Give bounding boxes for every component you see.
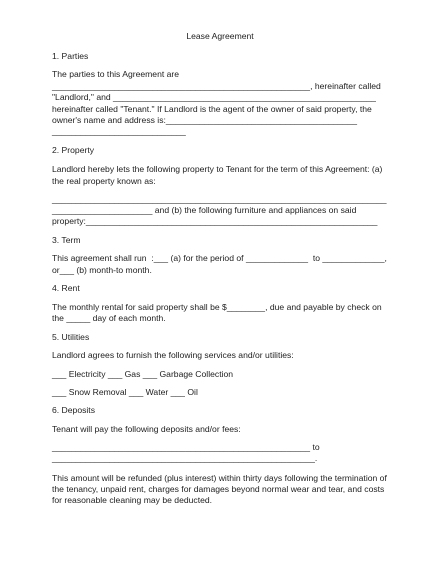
deposits-line-4: This amount will be refunded (plus interest) within thirty days following the termination of xyxy=(52,473,387,483)
section-heading-utilities: 5. Utilities xyxy=(52,332,90,342)
utilities-line-1: Landlord agrees to furnish the following services and/or utilities: xyxy=(52,350,294,360)
property-line-4: _____________________ and (b) the following furniture and appliances on said xyxy=(52,205,357,215)
parties-line-4: hereinafter called "Tenant." If Landlord is the agent of the owner of said property, the xyxy=(52,104,372,114)
section-heading-rent: 4. Rent xyxy=(52,283,80,293)
utilities-line-2: ___ Electricity ___ Gas ___ Garbage Collection xyxy=(52,369,234,379)
deposits-line-2: ______________________________________________________ to xyxy=(52,442,320,452)
section-heading-property: 2. Property xyxy=(52,145,95,155)
property-line-2: the real property known as: xyxy=(52,176,156,186)
parties-line-1: The parties to this Agreement are xyxy=(52,69,180,79)
deposits-line-5: the tenancy, unpaid rent, charges for damages beyond normal wear and tear, and costs xyxy=(52,484,385,494)
section-heading-parties: 1. Parties xyxy=(52,51,89,61)
parties-line-6: ____________________________ xyxy=(52,126,186,136)
property-line-1: Landlord hereby lets the following property to Tenant for the term of this Agreement: (a) xyxy=(52,164,383,174)
term-line-2: or___ (b) month-to month. xyxy=(52,265,152,275)
parties-line-3: "Landlord," and _______________________________________________________ xyxy=(52,92,376,102)
rent-line-1: The monthly rental for said property shall be $________, due and payable by check on xyxy=(52,302,382,312)
utilities-line-3: ___ Snow Removal ___ Water ___ Oil xyxy=(52,387,198,397)
term-line-1: This agreement shall run :___ (a) for the period of _____________ to _____________, xyxy=(52,253,387,263)
document-title: Lease Agreement xyxy=(186,31,254,41)
parties-line-2: ______________________________________________________, hereinafter called xyxy=(52,81,381,91)
section-heading-deposits: 6. Deposits xyxy=(52,405,95,415)
deposits-line-3: _______________________________________________________. xyxy=(52,453,318,463)
section-heading-term: 3. Term xyxy=(52,235,81,245)
deposits-line-1: Tenant will pay the following deposits and/or fees: xyxy=(52,424,241,434)
deposits-line-6: for reasonable cleaning may be deducted. xyxy=(52,495,213,505)
property-line-5: property:_____________________________________________________________ xyxy=(52,216,378,226)
property-line-3: ______________________________________________________________________ xyxy=(52,194,387,204)
parties-line-5: owner's name and address is:________________________________________ xyxy=(52,115,358,125)
rent-line-2: the _____ day of each month. xyxy=(52,313,166,323)
